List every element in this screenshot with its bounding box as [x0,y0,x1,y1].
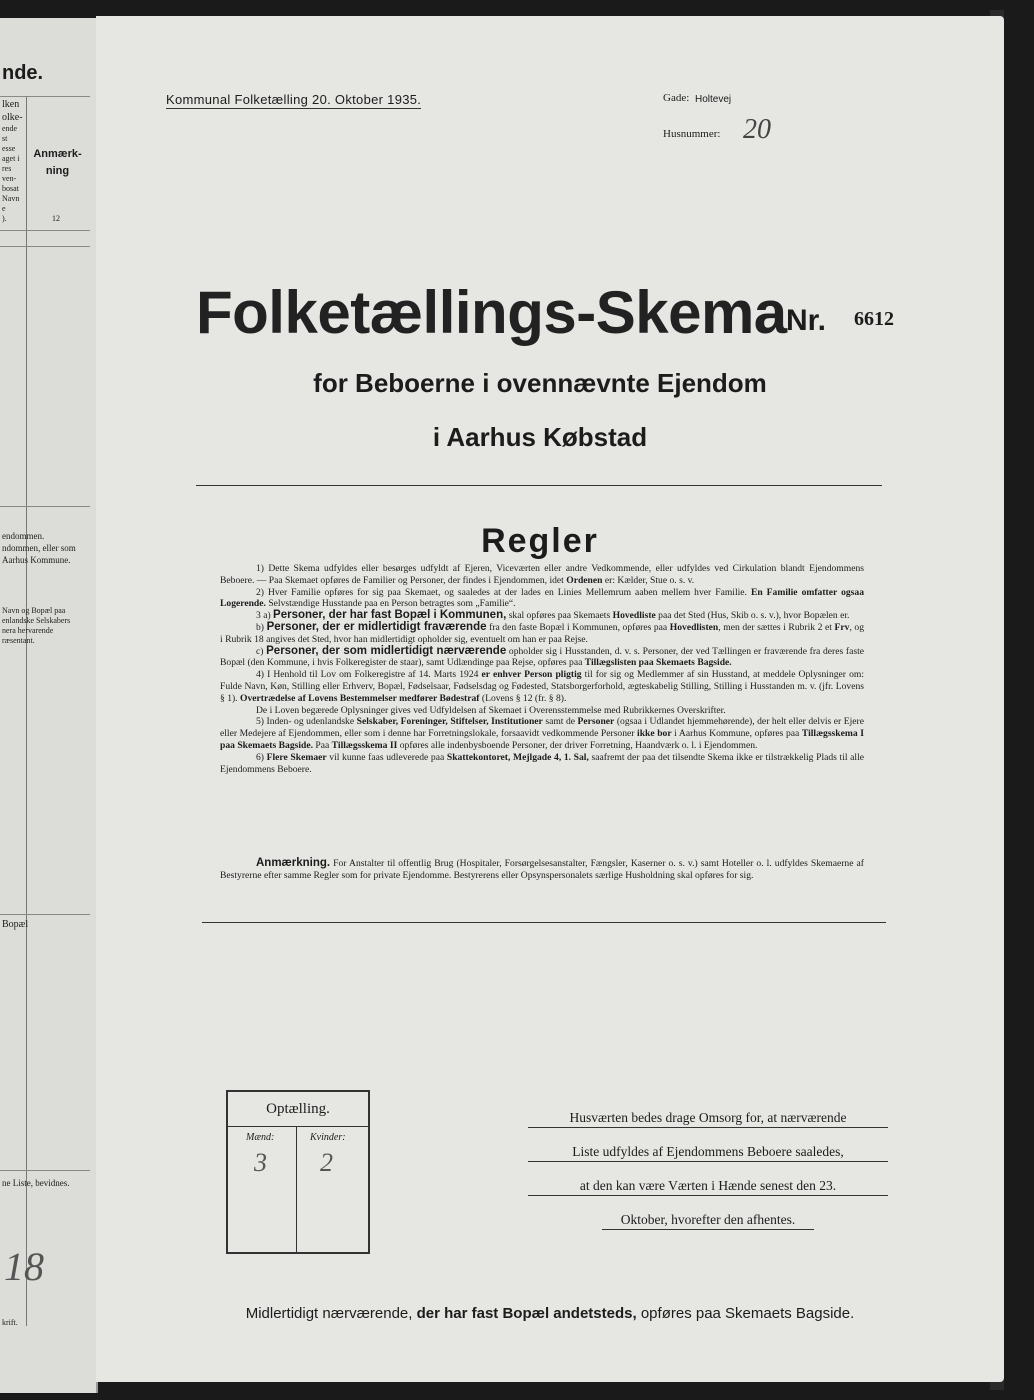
divider [202,922,886,923]
men-label: Mænd: [246,1132,275,1143]
left-column-divider [26,96,27,1326]
form-number-value: 6612 [854,308,894,330]
rule-3a: 3 a) Personer, der har fast Bopæl i Kommunen, skal opføres paa Skemaets Hovedliste paa det Sted (Hus, Skib o. s. v.), hvor Bopælen er. [256,609,850,622]
remark-label: Anmærkning. [256,857,331,869]
left-row-line [0,230,90,231]
rule-6: 6) Flere Skemaer vil kunne faas udleverede paa Skattekontoret, Mejlgade 4, 1. Sal, saafremt der paa det tilsendte Skema ikke er tilstrækkelig Plads til alle Ejendommens Beboere. [220,751,865,775]
count-box-title: Optælling. [228,1092,368,1127]
landlord-notice-line: Liste udfyldes af Ejendommens Beboere saaledes, [528,1144,888,1162]
left-row-line [0,506,90,507]
count-box-divider [296,1127,297,1252]
left-handwritten-number: 18 [4,1244,44,1289]
rule-3b: b) Personer, der er midlertidigt fraværende fra den faste Bopæl i Kommunen, opføres paa Hovedlisten, men der sættes i Rubrik 2 et Frv, og i Rubrik 18 angives det Sted, hvor han midlertidigt opholder sig, eventuelt om han er paa Rejse. [220,620,865,645]
left-page-title: nde. [2,62,44,84]
form-number-label: Nr. [786,304,827,337]
left-note-4: ne Liste, bevidnes. [2,1178,70,1188]
rule-3c: c) Personer, der som midlertidigt nærværende opholder sig i Husstanden, d. v. s. Personer, der ved Tællingen er fraværende fra deres faste Bopæl (den Kommune, i hvis Folkeregister de staar), samt Udlændinge paa Rejse, opføres paa Tillægslisten paa Skemaets Bagside. [220,644,864,669]
divider [196,485,882,486]
rules-text [220,563,864,775]
form-subtitle-2: i Aarhus Købstad [432,422,648,452]
census-title: Kommunal Folketælling 20. Oktober 1935. [166,92,422,107]
rule-4-note: De i Loven begærede Oplysninger gives ved Udfyldelsen af Skemaet i Overensstemmelse med Rubrikkernes Overskrifter. [256,704,726,716]
count-box [226,1090,370,1254]
house-number-value: 20 [743,114,771,145]
men-count: 3 [254,1148,267,1177]
rules-heading: Regler [481,522,599,560]
street-label: Gade: [663,92,690,104]
house-number-label: Husnummer: [663,128,721,140]
women-count: 2 [320,1148,333,1177]
census-form-page [96,16,1004,1382]
column-number: 12 [52,214,60,223]
women-label: Kvinder: [310,1132,346,1143]
form-title: Folketællings-Skema [196,279,787,346]
rule-2: 2) Hver Familie opføres for sig paa Skemaet, og saaledes at der lades en Linies Mellemrum aaben mellem hver Familie. En Familie omfatter ogsaa Logerende. Selvstændige Husstande paa en Person betragtes som „Familie“. [220,586,864,610]
rule-4: 4) I Henhold til Lov om Folkeregistre af 14. Marts 1924 er enhver Person pligtig til for sig og Medlemmer af sin Husstand, at meddele Oplysninger om: Fulde Navn, Køn, Stilling eller Erhverv, Bopæl, Fødselsaar, Fødselsdag og Fødested, Statsborgerforhold, ægteskabelig Stilling, Stilling i Husstanden m. v. (jfr. Lovens § 1). Overtrædelse af Lovens Bestemmelser medfører Bødestraf (Lovens § 12 (fr. § 8). [220,669,864,704]
left-row-line [0,1170,90,1171]
left-note-1: endommen. ndommen, eller som Aarhus Kommune. [2,531,76,565]
rule-5: 5) Inden- og udenlandske Selskaber, Foreninger, Stiftelser, Institutioner samt de Personer (ogsaa i Udlandet hjemmehørende), der helt eller delvis er Ejere eller Medejere af Ejendommen, eller som i denne har Forretningslokale, forsaavidt vedkommende Personer ikke bor i Aarhus Kommune, opføres paa Tillægsskema I paa Skemaets Bagside. Paa Tillægsskema II opføres alle indenbysboende Personer, der driver Forretning, Haandværk o. l. i Ejendommen. [220,716,864,751]
left-col-header-2: ende st esse aget i res ven- bosat Navn e ). [2,124,20,223]
left-note-3: Bopæl [2,919,29,930]
left-row-line [0,914,90,915]
remark-paragraph [220,857,864,882]
left-row-line [0,246,90,247]
left-row-line [0,96,90,97]
landlord-notice-line: at den kan være Værten i Hænde senest den 23. [528,1178,888,1196]
remark-column-label: Anmærk- ning [33,148,82,177]
left-facing-page [0,18,98,1393]
left-note-5: krift. [2,1318,18,1327]
left-note-2: Navn og Bopæl paa enlandske Selskabers nera hervarende ræsentant. [2,606,71,645]
landlord-notice [528,1110,888,1246]
left-col-header: lken olke- [2,99,23,123]
remark-text: For Anstalter til offentlig Brug (Hospitaler, Forsørgelsesanstalter, Fængsler, Kaserner o. s. v.) samt Hoteller o. l. udfyldes Skemaerne af Bestyrerne efter samme Regler som for private Ejendomme. Bestyrerens eller Opsynspersonalets særlige Husholdning skal opføres for sig. [220,858,864,881]
landlord-notice-line: Oktober, hvorefter den afhentes. [602,1212,814,1230]
form-subtitle-1: for Beboerne i ovennævnte Ejendom [313,368,767,398]
footer-note: Midlertidigt nærværende, der har fast Bopæl andetsteds, opføres paa Skemaets Bagside. [245,1305,855,1322]
street-value: Holtevej [695,94,732,105]
rule-1: 1) Dette Skema udfyldes eller besørges udfyldt af Ejeren, Viceværten eller andre Vedkommende, eller udfyldes ved Cirkulation blandt Ejendommens Beboere. — Paa Skemaet opføres de Familier og Personer, der findes i Ejendommen, idet Ordenen er: Kælder, Stue o. s. v. [220,563,864,586]
landlord-notice-line: Husværten bedes drage Omsorg for, at nærværende [528,1110,888,1128]
